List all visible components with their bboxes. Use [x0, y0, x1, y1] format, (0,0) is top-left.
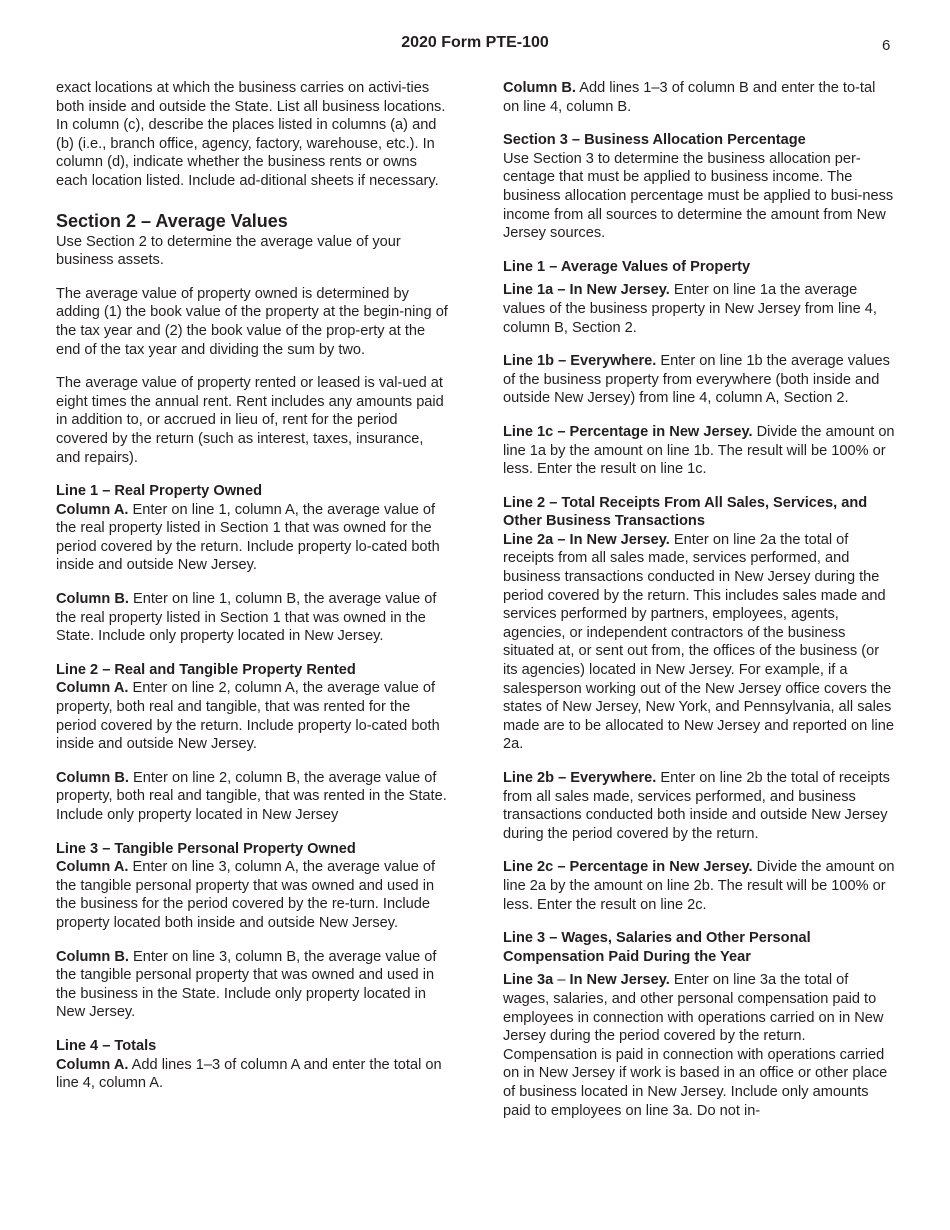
line3a-text: Enter on line 3a the total of wages, salaries, and other personal compensation paid to employees in connection with operations carried on in New Jersey during the period covered by the return. Compensation is paid in connection with operations carried on in New Jersey if work is based in an office or other place of business located in New Jersey. Include only amounts paid to employees on line 3a. Do not in- — [503, 972, 888, 1119]
line3-colB-paragraph — [56, 948, 448, 1022]
line1-colB-text: Enter on line 1, column B, the average value of the real property listed in Section 1 that was owned in the State. Include only property located in New Jersey. — [56, 591, 437, 645]
column-label: Column B. — [56, 591, 129, 608]
column-label: Column B. — [56, 948, 129, 965]
sec3-line3-heading: Line 3 – Wages, Salaries and Other Personal Compensation Paid During the Year — [503, 930, 811, 965]
line4-heading: Line 4 – Totals — [56, 1037, 157, 1054]
line3-heading: Line 3 – Tangible Personal Property Owned — [56, 840, 356, 857]
line1c-text: Divide the amount on line 1a by the amount on line 1b. The result will be 100% or less. Enter the result on line 1c. — [503, 423, 895, 478]
line-label: Line 3a — [503, 972, 554, 989]
line-label: Line 1a – In New Jersey. — [503, 282, 670, 299]
section2-paragraph: Use Section 2 to determine the average value of your business assets. — [56, 233, 401, 269]
section3-paragraph: Use Section 3 to determine the business allocation per-centage that must be applied to business income. The business allocation percentage must be applied to busi-ness income from all sources to determine the amount from New Jersey sources. — [503, 150, 894, 242]
line4-colB-text: Add lines 1–3 of column B and enter the to-tal on line 4, column B. — [503, 80, 876, 115]
line4-colB-paragraph — [503, 79, 895, 116]
line2c-paragraph — [503, 858, 895, 914]
line-label: Line 2a – In New Jersey. — [503, 531, 670, 548]
line1-colA-paragraph — [56, 501, 448, 575]
column-label: Column A. — [56, 501, 129, 518]
line2b-paragraph — [503, 769, 895, 843]
column-label: Column B. — [503, 80, 576, 96]
line4-colA-text: Add lines 1–3 of column A and enter the total on line 4, column A. — [56, 1056, 442, 1092]
line3a-paragraph — [503, 971, 895, 1120]
column-label: Column A. — [56, 1056, 129, 1073]
line2a-text: Enter on line 2a the total of receipts from all sales made, services performed, and business transactions conducted in New Jersey during the period covered by the return. This includes sales made and services performed by partners, employees, agents, agencies, or independent contractors of the business situated at, or sent out from, the offices of the business (or its agencies) located in New Jersey. For example, if a salesperson working out of the New Jersey office covers the states of New Jersey, New York, and Pennsylvania, all sales made are to be allocated to New Jersey and reported on line 2a. — [503, 531, 895, 753]
section2-heading: Section 2 – Average Values — [56, 210, 288, 231]
section2-paragraph: The average value of property rented or leased is val-ued at eight times the annual rent. Rent includes any amounts paid in addition to, or accrued in lieu of, rent for the period covered by the return (such as interest, taxes, insurance, and repairs). — [56, 375, 444, 466]
page-title: 2020 Form PTE-100 — [401, 34, 549, 51]
line1-colB-paragraph — [56, 590, 448, 646]
line2b-text: Enter on line 2b the total of receipts from all sales made, services performed, and business transactions conducted both inside and outside New Jersey during the period covered by the return. — [503, 770, 890, 842]
line1b-paragraph — [503, 352, 895, 408]
column-label: Column A. — [56, 859, 129, 876]
line4-colA-paragraph — [56, 1056, 448, 1093]
line1-heading: Line 1 – Real Property Owned — [56, 483, 262, 500]
column-label: Column B. — [56, 769, 129, 786]
line2-colB-text: Enter on line 2, column B, the average value of property, both real and tangible, that was rented in the State. Include only property located in New Jersey — [56, 769, 447, 823]
line1c-paragraph — [503, 423, 895, 479]
page-number: 6 — [882, 37, 891, 54]
line-label: Line 1c – Percentage in New Jersey. — [503, 423, 753, 440]
line-label: Line 2c – Percentage in New Jersey. — [503, 859, 753, 876]
sec3-line2-heading: Line 2 – Total Receipts From All Sales, Services, and Other Business Transactions — [503, 494, 868, 530]
line2-colB-paragraph — [56, 769, 448, 825]
line2a-paragraph — [503, 531, 895, 754]
line2-heading: Line 2 – Real and Tangible Property Rented — [56, 661, 356, 678]
line-label: In New Jersey. — [569, 972, 670, 989]
line3a-dash: – — [553, 972, 570, 989]
left-column — [56, 79, 448, 1108]
section3-heading: Section 3 – Business Allocation Percentage — [503, 132, 806, 149]
line1b-text: Enter on line 1b the average values of the business property from everywhere (both inside and outside New Jersey) from line 4, column A, Section 2. — [503, 353, 890, 407]
line-label: Line 1b – Everywhere. — [503, 353, 657, 370]
line3-colA-paragraph — [56, 858, 448, 932]
line1a-paragraph — [503, 281, 895, 337]
line2c-text: Divide the amount on line 2a by the amount on line 2b. The result will be 100% or less. Enter the result on line 2c. — [503, 859, 895, 913]
line1a-text: Enter on line 1a the average values of the business property in New Jersey from line 4, column B, Section 2. — [503, 282, 877, 336]
line2-colA-paragraph — [56, 679, 448, 753]
sec3-line1-heading: Line 1 – Average Values of Property — [503, 258, 751, 275]
line3-colA-text: Enter on line 3, column A, the average value of the tangible personal property that was owned and used in the business for the period covered by the re-turn. Include property located both inside and outside New Jersey. — [56, 859, 436, 931]
right-column — [503, 79, 895, 1135]
line3-colB-text: Enter on line 3, column B, the average value of the tangible personal property that was owned and used in the business in the State. Include only property located in New Jersey. — [56, 948, 437, 1021]
column-label: Column A. — [56, 680, 129, 697]
line2-colA-text: Enter on line 2, column A, the average value of property, both real and tangible, that was rented for the period covered by the return. Include property lo-cated both inside and outside New Jersey. — [56, 680, 440, 753]
intro-paragraph: exact locations at which the business carries on activi-ties both inside and outside the State. List all business locations. In column (c), describe the places listed in columns (a) and (b) (i.e., branch office, agency, factory, warehouse, etc.). In column (d), indicate whether the business rents or owns each location listed. Include ad-ditional sheets if necessary. — [56, 80, 446, 189]
section2-paragraph: The average value of property owned is determined by adding (1) the book value of the property at the begin-ning of the tax year and (2) the book value of the prop-erty at the end of the tax year and dividing the sum by two. — [56, 285, 448, 358]
line-label: Line 2b – Everywhere. — [503, 770, 657, 786]
line1-colA-text: Enter on line 1, column A, the average value of the real property listed in Section 1 that was owned for the period covered by the return. Include property lo-cated both inside and outside New Jersey. — [56, 501, 440, 574]
